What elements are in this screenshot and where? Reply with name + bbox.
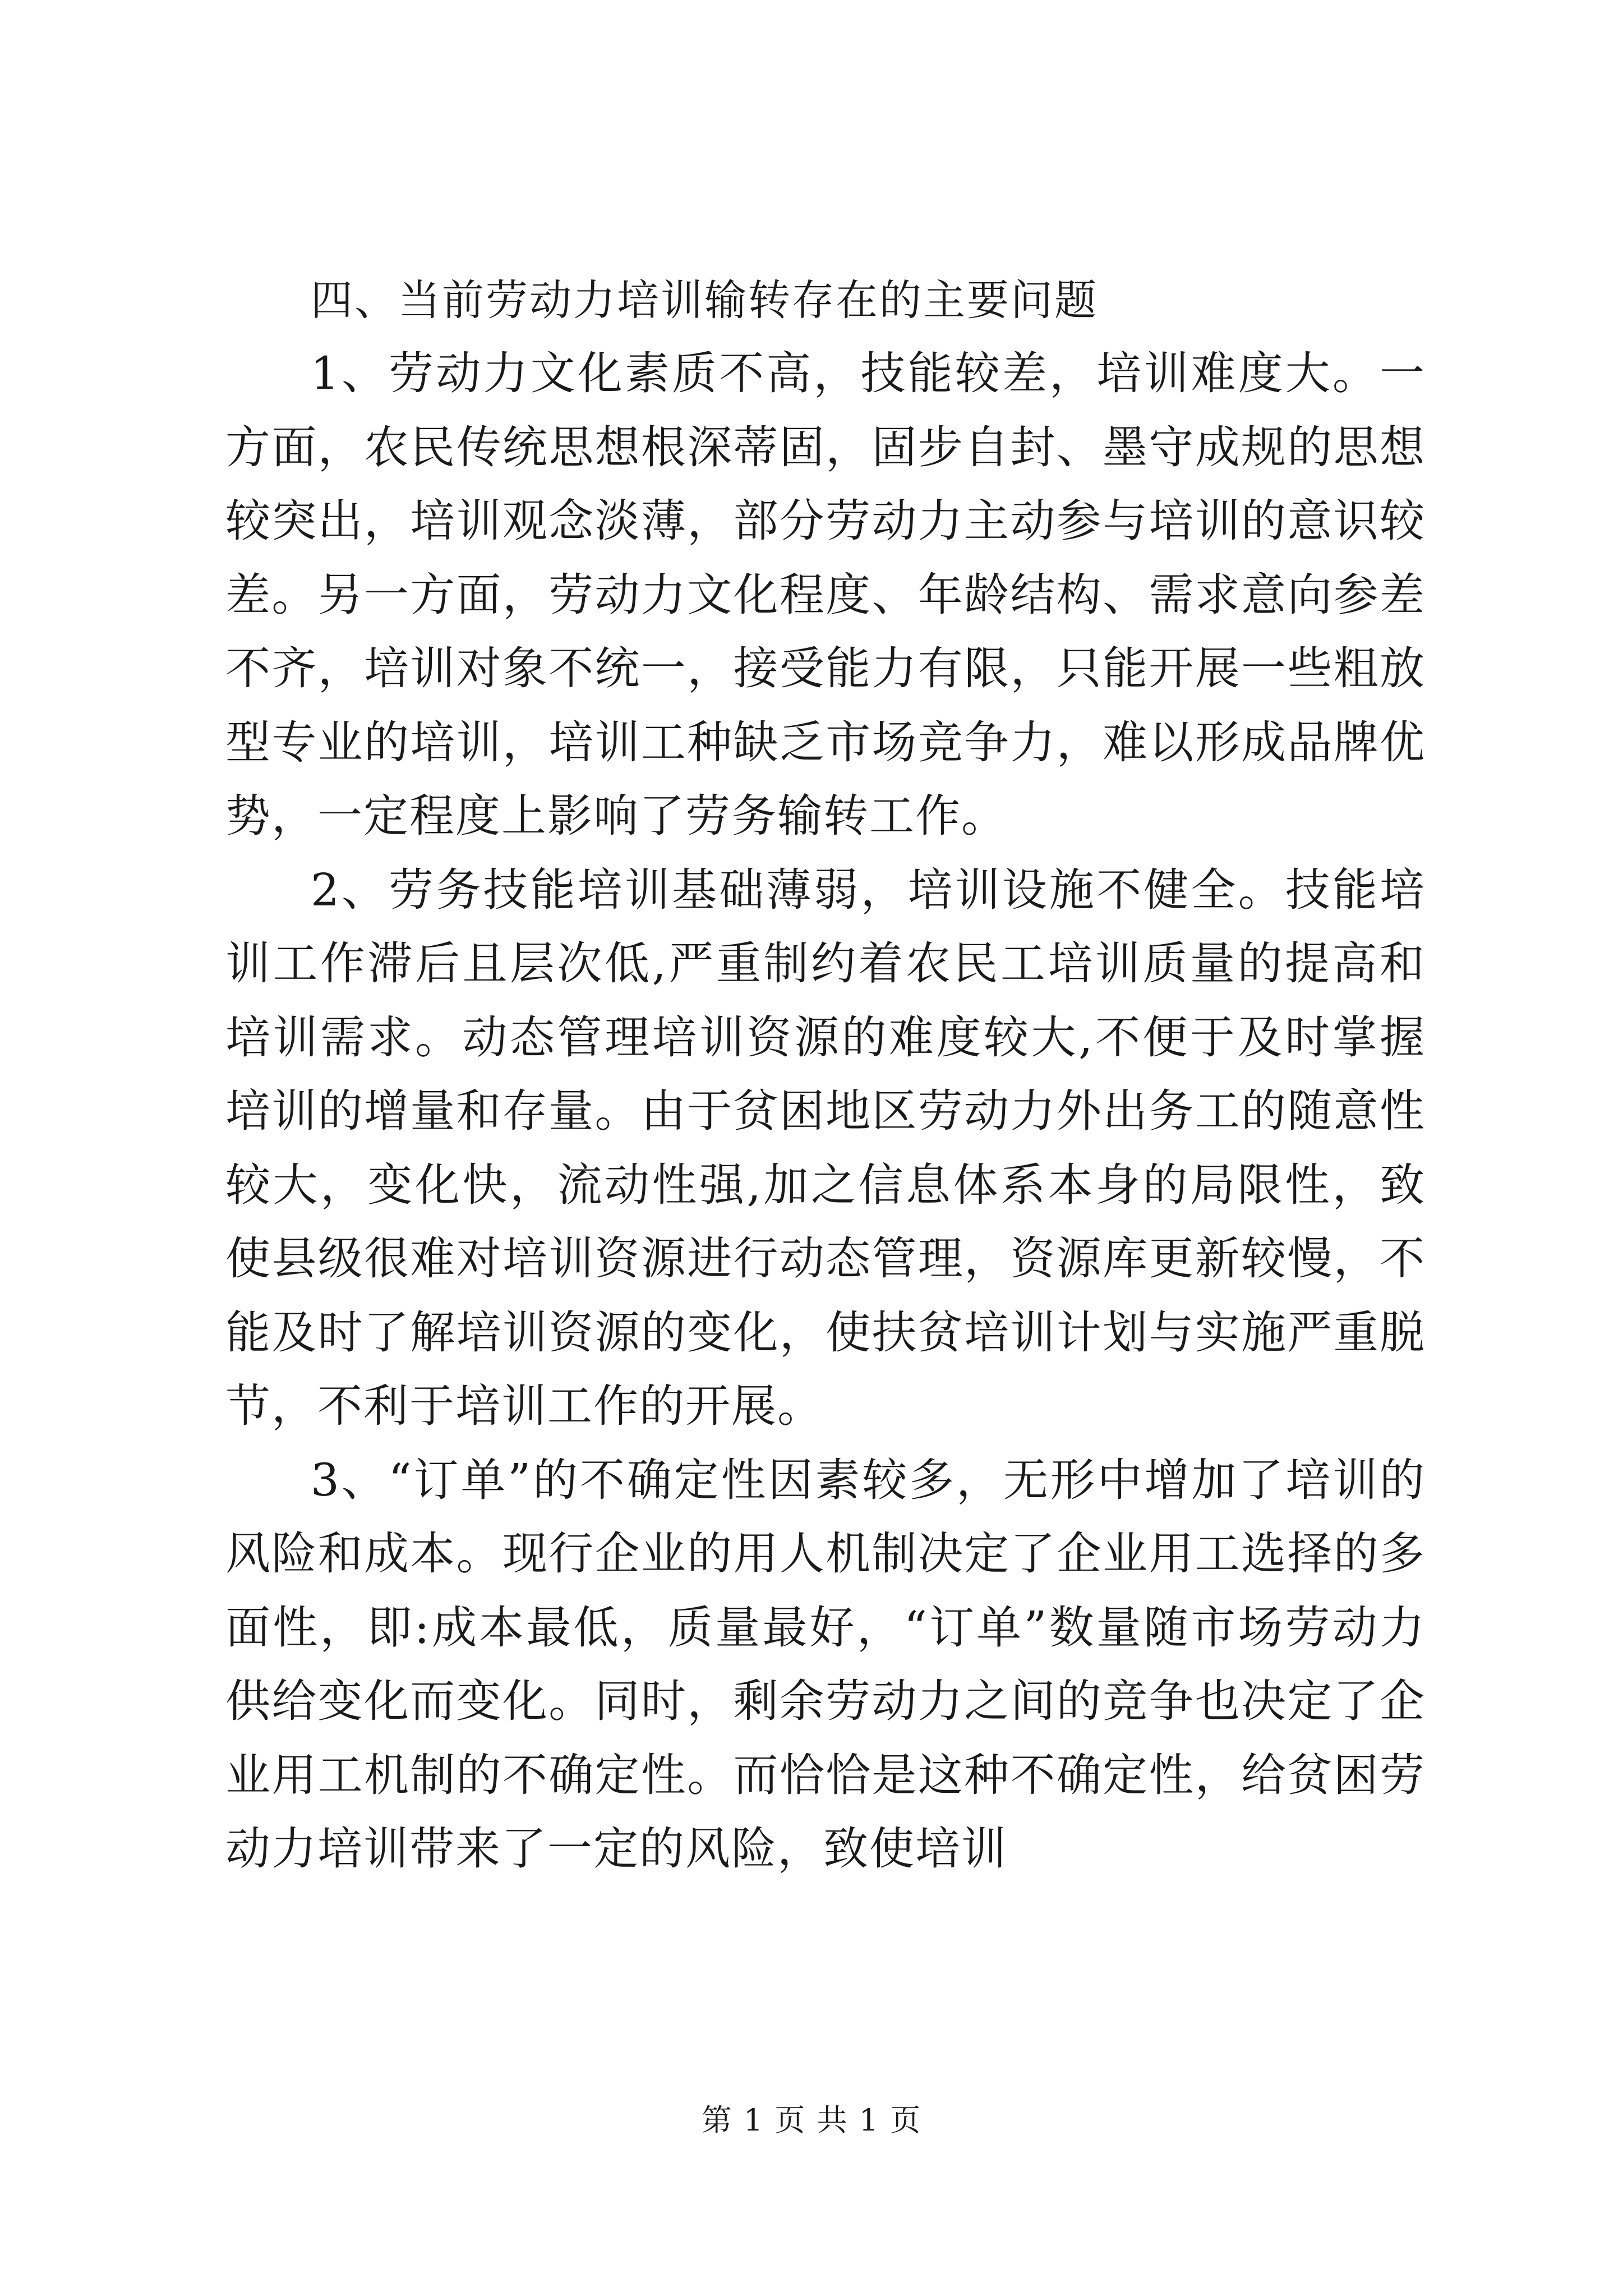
document-body (225, 264, 1426, 1886)
paragraph-1: 1、劳动力文化素质不高，技能较差，培训难度大。一方面，农民传统思想根深蒂固，固步自封、墨守成规的思想较突出，培训观念淡薄，部分劳动力主动参与培训的意识较差。另一方面，劳动力文化程度、年龄结构、需求意向参差不齐，培训对象不统一，接受能力有限，只能开展一些粗放型专业的培训，培训工种缺乏市场竞争力，难以形成品牌优势，一定程度上影响了劳务输转工作。 (225, 347, 1426, 842)
paragraph-3: 3、“订单”的不确定性因素较多，无形中增加了培训的风险和成本。现行企业的用人机制决定了企业用工选择的多面性，即:成本最低，质量最好，“订单”数量随市场劳动力供给变化而变化。同时，剩余劳动力之间的竞争也决定了企业用工机制的不确定性。而恰恰是这种不确定性，给贫困劳动力培训带来了一定的风险，致使培训 (225, 1453, 1426, 1875)
page-number-footer: 第 1 页 共 1 页 (701, 2102, 922, 2138)
section-heading: 四、当前劳动力培训输转存在的主要问题 (311, 275, 1099, 325)
paragraph-2: 2、劳务技能培训基础薄弱，培训设施不健全。技能培训工作滞后且层次低,严重制约着农民工培训质量的提高和培训需求。动态管理培训资源的难度较大,不便于及时掌握培训的增量和存量。由于贫困地区劳动力外出务工的随意性较大，变化快，流动性强,加之信息体系本身的局限性，致使县级很难对培训资源进行动态管理，资源库更新较慢，不能及时了解培训资源的变化，使扶贫培训计划与实施严重脱节，不利于培训工作的开展。 (225, 863, 1426, 1432)
